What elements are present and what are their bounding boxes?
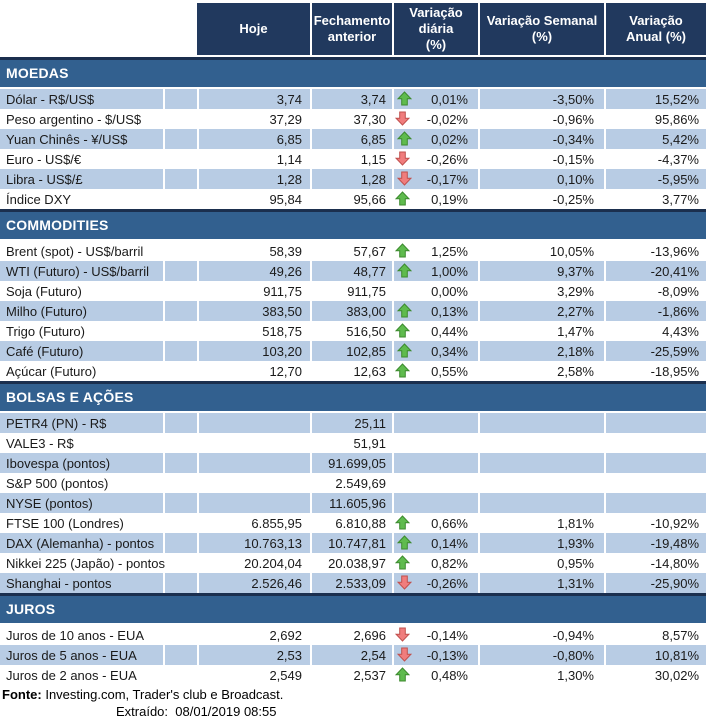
cell-label — [0, 129, 197, 149]
row-label: FTSE 100 (Londres) — [6, 515, 124, 531]
cell-variacao-diaria — [392, 321, 478, 341]
row-label: Juros de 10 anos - EUA — [6, 627, 145, 643]
row-label: Milho (Futuro) — [6, 304, 90, 319]
up-arrow-icon — [395, 243, 410, 258]
cell-label — [0, 241, 197, 261]
up-arrow-icon — [395, 667, 410, 682]
cell-variacao-diaria — [392, 413, 478, 433]
up-arrow-icon — [397, 91, 412, 106]
table-row-milho-futuro — [0, 301, 706, 321]
cell-variacao-diaria — [392, 169, 478, 189]
cell-hoje: 3,74 — [197, 89, 310, 109]
cell-hoje: 58,39 — [269, 243, 302, 259]
cell-variacao-anual: -25,59% — [604, 341, 706, 361]
table-row-peso-argentino-us — [0, 109, 706, 129]
cell-hoje: 6.855,95 — [251, 515, 302, 531]
cell-fechamento: 91.699,05 — [310, 453, 392, 473]
cell-fechamento: 383,00 — [310, 301, 392, 321]
cell-fechamento: 51,91 — [353, 435, 386, 451]
cell-variacao-anual: -5,95% — [604, 169, 706, 189]
column-header-semanal — [478, 3, 604, 55]
extracted-timestamp: 08/01/2019 08:55 — [175, 704, 277, 719]
cell-variacao-semanal: 0,95% — [557, 555, 594, 571]
cell-variacao-anual: 8,57% — [662, 627, 699, 643]
down-arrow-icon — [395, 111, 410, 126]
variacao-diaria-value: 0,48% — [431, 667, 468, 683]
table-row-cafe-futuro — [0, 341, 706, 361]
cell-label — [0, 361, 197, 381]
variacao-diaria-value: 0,44% — [431, 323, 468, 339]
row-label: Libra - US$/£ — [6, 172, 86, 187]
cell-variacao-anual: 95,86% — [654, 111, 699, 127]
cell-fechamento: 57,67 — [353, 243, 386, 259]
up-arrow-icon — [395, 555, 410, 570]
cell-variacao-anual — [604, 473, 706, 493]
cell-hoje: 6,85 — [197, 129, 310, 149]
variacao-diaria-value: 0,19% — [431, 191, 468, 207]
cell-label — [0, 341, 197, 361]
cell-label — [0, 553, 197, 573]
down-arrow-icon — [397, 647, 412, 662]
down-arrow-icon — [397, 575, 412, 590]
market-summary-table — [0, 3, 706, 720]
up-arrow-icon — [397, 131, 412, 146]
cell-label — [0, 261, 197, 281]
cell-hoje: 20.204,04 — [244, 555, 302, 571]
variacao-diaria-value: 0,13% — [431, 303, 468, 319]
column-header-semanal-line: (%) — [531, 29, 553, 44]
cell-hoje — [197, 413, 310, 433]
cell-label — [0, 473, 197, 493]
table-row-acucar-futuro — [0, 361, 706, 381]
down-arrow-icon — [395, 627, 410, 642]
cell-variacao-semanal: -3,50% — [478, 89, 604, 109]
extracted-line — [0, 703, 706, 720]
up-arrow-icon — [395, 323, 410, 338]
cell-variacao-semanal: 1,81% — [557, 515, 594, 531]
cell-variacao-diaria — [392, 149, 478, 169]
row-label: Dólar - R$/US$ — [6, 92, 97, 107]
row-label: Açúcar (Futuro) — [6, 363, 97, 379]
cell-variacao-semanal: 1,47% — [557, 323, 594, 339]
cell-fechamento: 12,63 — [353, 363, 386, 379]
cell-variacao-diaria — [392, 361, 478, 381]
cell-variacao-diaria — [392, 473, 478, 493]
row-label: Índice DXY — [6, 191, 72, 207]
cell-variacao-diaria — [392, 493, 478, 513]
cell-variacao-anual — [604, 493, 706, 513]
cell-fechamento: 25,11 — [310, 413, 392, 433]
table-row-nikkei-225-japao-pontos — [0, 553, 706, 573]
cell-fechamento: 10.747,81 — [310, 533, 392, 553]
cell-fechamento: 95,66 — [353, 191, 386, 207]
cell-variacao-anual: -19,48% — [604, 533, 706, 553]
cell-fechamento: 48,77 — [310, 261, 392, 281]
table-row-petr4-pn-r — [0, 413, 706, 433]
variacao-diaria-value: -0,13% — [426, 647, 468, 663]
table-row-dax-alemanha-pontos — [0, 533, 706, 553]
variacao-diaria-value: 0,14% — [431, 535, 468, 551]
cell-variacao-anual: -13,96% — [650, 243, 699, 259]
cell-variacao-semanal: -0,96% — [552, 111, 594, 127]
cell-variacao-diaria — [392, 453, 478, 473]
cell-variacao-semanal: -0,94% — [552, 627, 594, 643]
cell-label — [0, 453, 197, 473]
cell-variacao-anual: 4,43% — [662, 323, 699, 339]
down-arrow-icon — [397, 171, 412, 186]
up-arrow-icon — [395, 515, 410, 530]
cell-fechamento: 1,15 — [360, 151, 386, 167]
cell-label — [0, 533, 197, 553]
section-header-commodities: COMMODITIES — [0, 209, 706, 239]
table-row-wti-futuro-us-barril — [0, 261, 706, 281]
cell-variacao-semanal: 2,18% — [478, 341, 604, 361]
cell-label — [0, 513, 197, 533]
cell-fechamento: 2,537 — [353, 667, 386, 683]
table-row-libra-us — [0, 169, 706, 189]
cell-variacao-anual: 15,52% — [604, 89, 706, 109]
cell-variacao-semanal: 9,37% — [478, 261, 604, 281]
cell-hoje: 2,692 — [269, 627, 302, 643]
cell-label — [0, 321, 197, 341]
cell-hoje — [197, 453, 310, 473]
cell-variacao-diaria — [392, 665, 478, 685]
cell-variacao-diaria — [392, 625, 478, 645]
cell-variacao-diaria — [392, 89, 478, 109]
cell-variacao-semanal — [478, 413, 604, 433]
cell-variacao-anual: -4,37% — [657, 151, 699, 167]
cell-label — [0, 169, 197, 189]
cell-variacao-diaria — [392, 241, 478, 261]
cell-variacao-diaria — [392, 573, 478, 593]
cell-hoje: 12,70 — [269, 363, 302, 379]
variacao-diaria-value: -0,14% — [426, 627, 468, 643]
row-label: Nikkei 225 (Japão) - pontos — [6, 555, 165, 571]
table-row-yuan-chines-us — [0, 129, 706, 149]
table-row-juros-de-5-anos-eua — [0, 645, 706, 665]
column-header-fechamento — [310, 3, 392, 55]
variacao-diaria-value: 0,82% — [431, 555, 468, 571]
cell-variacao-diaria — [392, 513, 478, 533]
cell-fechamento: 37,30 — [353, 111, 386, 127]
variacao-diaria-value: 1,00% — [431, 263, 468, 279]
cell-fechamento: 2,696 — [353, 627, 386, 643]
cell-label — [0, 665, 197, 685]
row-label: PETR4 (PN) - R$ — [6, 416, 109, 431]
table-row-ftse-100-londres — [0, 513, 706, 533]
cell-variacao-semanal — [478, 453, 604, 473]
cell-variacao-anual: 5,42% — [604, 129, 706, 149]
cell-variacao-semanal: 2,58% — [557, 363, 594, 379]
row-label: Juros de 5 anos - EUA — [6, 648, 140, 663]
row-label: WTI (Futuro) - US$/barril — [6, 264, 152, 279]
cell-variacao-anual: -20,41% — [604, 261, 706, 281]
column-header-hoje — [197, 3, 310, 55]
table-row-vale3-r — [0, 433, 706, 453]
cell-variacao-diaria — [392, 261, 478, 281]
table-row-indice-dxy — [0, 189, 706, 209]
cell-fechamento: 2,54 — [310, 645, 392, 665]
section-header-bolsas-e-acoes: BOLSAS E AÇÕES — [0, 381, 706, 411]
cell-variacao-diaria — [392, 109, 478, 129]
cell-variacao-anual: 10,81% — [604, 645, 706, 665]
extracted-label: Extraído: — [116, 704, 169, 719]
cell-fechamento: 911,75 — [347, 283, 386, 299]
variacao-diaria-value: 0,34% — [431, 343, 468, 359]
row-label: Euro - US$/€ — [6, 151, 82, 167]
cell-label — [0, 89, 197, 109]
cell-label — [0, 149, 197, 169]
table-row-ibovespa-pontos — [0, 453, 706, 473]
column-header-fechamento-line: anterior — [327, 29, 377, 44]
table-row-euro-us — [0, 149, 706, 169]
column-header-hoje-line: Hoje — [239, 21, 268, 36]
up-arrow-icon — [397, 303, 412, 318]
cell-hoje: 2.526,46 — [197, 573, 310, 593]
cell-hoje: 1,28 — [197, 169, 310, 189]
cell-hoje: 37,29 — [269, 111, 302, 127]
row-label: Shanghai - pontos — [6, 576, 115, 591]
cell-variacao-semanal: 1,93% — [478, 533, 604, 553]
cell-variacao-anual: -14,80% — [650, 555, 699, 571]
cell-hoje: 2,53 — [197, 645, 310, 665]
cell-variacao-diaria — [392, 341, 478, 361]
cell-fechamento: 6.810,88 — [335, 515, 386, 531]
source-text: Investing.com, Trader's club e Broadcast. — [45, 687, 284, 702]
cell-variacao-semanal: 0,10% — [478, 169, 604, 189]
cell-variacao-semanal: 3,29% — [557, 283, 594, 299]
column-header-diaria-line: Variação diária — [409, 5, 463, 36]
variacao-diaria-value: 0,55% — [431, 363, 468, 379]
cell-label — [0, 493, 197, 513]
cell-variacao-anual: -10,92% — [650, 515, 699, 531]
cell-hoje: 518,75 — [262, 323, 302, 339]
table-row-shanghai-pontos — [0, 573, 706, 593]
row-label: Juros de 2 anos - EUA — [6, 667, 137, 683]
cell-variacao-diaria — [392, 533, 478, 553]
cell-variacao-diaria — [392, 189, 478, 209]
cell-fechamento: 20.038,97 — [328, 555, 386, 571]
cell-variacao-anual: 3,77% — [662, 191, 699, 207]
table-row-brent-spot-us-barril — [0, 241, 706, 261]
cell-label — [0, 625, 197, 645]
cell-label — [0, 281, 197, 301]
section-header-juros: JUROS — [0, 593, 706, 623]
cell-variacao-anual — [604, 433, 706, 453]
cell-label — [0, 645, 197, 665]
cell-variacao-diaria — [392, 433, 478, 453]
cell-hoje: 95,84 — [269, 191, 302, 207]
cell-variacao-anual: -8,09% — [657, 283, 699, 299]
up-arrow-icon — [397, 263, 412, 278]
variacao-diaria-value: 1,25% — [431, 243, 468, 259]
column-header-anual-line: Anual (%) — [626, 29, 686, 44]
cell-hoje: 10.763,13 — [197, 533, 310, 553]
cell-hoje — [197, 433, 310, 453]
header-spacer — [0, 3, 197, 55]
column-header-semanal-line: Variação Semanal — [486, 13, 598, 28]
cell-hoje — [197, 473, 310, 493]
cell-variacao-semanal: -0,25% — [552, 191, 594, 207]
cell-variacao-semanal: -0,34% — [478, 129, 604, 149]
cell-fechamento: 102,85 — [310, 341, 392, 361]
variacao-diaria-value: -0,26% — [426, 151, 468, 167]
row-label: DAX (Alemanha) - pontos — [6, 536, 157, 551]
cell-label — [0, 109, 197, 129]
cell-variacao-semanal: -0,80% — [478, 645, 604, 665]
cell-hoje: 103,20 — [197, 341, 310, 361]
row-label: Peso argentino - $/US$ — [6, 111, 142, 127]
variacao-diaria-value: -0,02% — [426, 111, 468, 127]
table-row-nyse-pontos — [0, 493, 706, 513]
cell-fechamento: 3,74 — [310, 89, 392, 109]
cell-variacao-semanal — [478, 473, 604, 493]
cell-variacao-diaria — [392, 645, 478, 665]
cell-variacao-diaria — [392, 129, 478, 149]
column-header-anual — [604, 3, 706, 55]
row-label: Brent (spot) - US$/barril — [6, 243, 144, 259]
table-row-juros-de-10-anos-eua — [0, 625, 706, 645]
cell-variacao-semanal — [478, 493, 604, 513]
cell-hoje: 2,549 — [269, 667, 302, 683]
row-label: Ibovespa (pontos) — [6, 456, 113, 471]
row-label: Trigo (Futuro) — [6, 323, 85, 339]
variacao-diaria-value: 0,02% — [431, 131, 468, 147]
variacao-diaria-value: 0,00% — [431, 283, 468, 299]
cell-variacao-anual: -1,86% — [604, 301, 706, 321]
table-row-s-p-500-pontos — [0, 473, 706, 493]
row-label: NYSE (pontos) — [6, 496, 96, 511]
cell-variacao-diaria — [392, 301, 478, 321]
up-arrow-icon — [395, 191, 410, 206]
cell-variacao-anual: -18,95% — [650, 363, 699, 379]
cell-variacao-anual — [604, 453, 706, 473]
cell-fechamento: 2.549,69 — [335, 475, 386, 491]
cell-variacao-diaria — [392, 281, 478, 301]
cell-hoje: 911,75 — [263, 283, 302, 299]
cell-fechamento: 2.533,09 — [310, 573, 392, 593]
column-header-fechamento-line: Fechamento — [313, 13, 391, 28]
cell-variacao-semanal — [478, 433, 604, 453]
cell-variacao-semanal: 1,31% — [478, 573, 604, 593]
up-arrow-icon — [397, 343, 412, 358]
cell-variacao-semanal: -0,15% — [552, 151, 594, 167]
cell-variacao-anual — [604, 413, 706, 433]
table-row-juros-de-2-anos-eua — [0, 665, 706, 685]
table-footer — [0, 686, 706, 720]
down-arrow-icon — [395, 151, 410, 166]
cell-label — [0, 189, 197, 209]
cell-variacao-anual: 30,02% — [654, 667, 699, 683]
cell-hoje: 49,26 — [197, 261, 310, 281]
column-header-diaria-line: (%) — [425, 37, 447, 52]
variacao-diaria-value: 0,01% — [431, 91, 468, 107]
up-arrow-icon — [395, 363, 410, 378]
table-body — [0, 57, 706, 685]
source-label: Fonte: — [2, 687, 42, 702]
cell-variacao-anual: -25,90% — [604, 573, 706, 593]
cell-variacao-diaria — [392, 553, 478, 573]
row-label: Yuan Chinês - ¥/US$ — [6, 132, 130, 147]
table-row-dolar-r-us — [0, 89, 706, 109]
cell-fechamento: 11.605,96 — [310, 493, 392, 513]
up-arrow-icon — [397, 535, 412, 550]
cell-variacao-semanal: 1,30% — [557, 667, 594, 683]
cell-label — [0, 413, 197, 433]
variacao-diaria-value: -0,26% — [426, 575, 468, 591]
cell-fechamento: 6,85 — [310, 129, 392, 149]
cell-hoje: 1,14 — [276, 151, 302, 167]
table-row-trigo-futuro — [0, 321, 706, 341]
source-line — [0, 686, 706, 703]
column-header-anual-line: Variação — [629, 13, 683, 28]
row-label: Soja (Futuro) — [6, 283, 82, 299]
cell-variacao-semanal: 2,27% — [478, 301, 604, 321]
cell-label — [0, 573, 197, 593]
cell-hoje — [197, 493, 310, 513]
table-header-row — [0, 3, 706, 55]
column-header-diaria — [392, 3, 478, 55]
cell-label — [0, 301, 197, 321]
row-label: VALE3 - R$ — [6, 435, 74, 451]
row-label: Café (Futuro) — [6, 344, 86, 359]
cell-variacao-semanal: 10,05% — [549, 243, 594, 259]
variacao-diaria-value: 0,66% — [431, 515, 468, 531]
section-header-moedas: MOEDAS — [0, 57, 706, 87]
cell-fechamento: 1,28 — [310, 169, 392, 189]
cell-fechamento: 516,50 — [346, 323, 386, 339]
cell-hoje: 383,50 — [197, 301, 310, 321]
cell-label — [0, 433, 197, 453]
row-label: S&P 500 (pontos) — [6, 475, 109, 491]
variacao-diaria-value: -0,17% — [426, 171, 468, 187]
table-row-soja-futuro — [0, 281, 706, 301]
